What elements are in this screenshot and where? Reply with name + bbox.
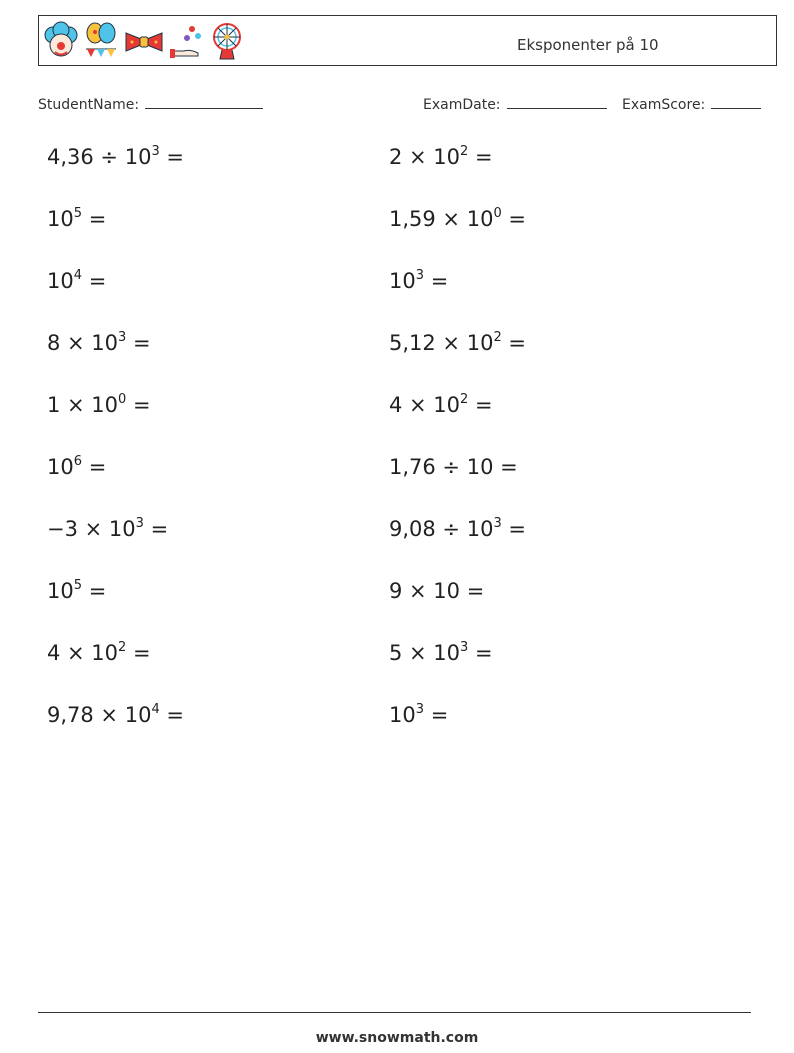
problem: $4,36 \div 10^3$ = [47,144,184,169]
problem: 1,76 ÷ 10 = [389,455,518,479]
header-icons [44,21,244,61]
problem: $10^3$ = [389,702,449,727]
exam-date-field [423,94,607,113]
balloon-bunting-icon [84,21,118,61]
exam-score-blank[interactable] [711,94,761,109]
problem: $10^6$ = [47,454,107,479]
worksheet-title: Eksponenter på 10 [517,36,659,54]
problem: $10^3$ = [389,268,449,293]
student-name-blank[interactable] [145,94,263,109]
student-name-field [38,94,263,113]
problem: $9,78 \times 10^4$ = [47,702,184,727]
problem: $5,12 \times 10^2$ = [389,330,526,355]
exam-score-field [622,94,761,113]
problem: $10^5$ = [47,578,107,603]
exam-date-label: ExamDate: [423,97,501,113]
problem: $5 \times 10^3$ = [389,640,493,665]
student-name-label: StudentName: [38,97,140,113]
header-box [38,15,777,66]
clown-face-icon [44,21,78,61]
footer-url: www.snowmath.com [315,1030,479,1046]
problem: $1,59 \times 10^0$ = [389,206,526,231]
problem: $10^5$ = [47,206,107,231]
problem: $4 \times 10^2$ = [389,392,493,417]
problem: $-3 \times 10^3$ = [47,516,169,541]
problem: $2 \times 10^2$ = [389,144,493,169]
exam-date-blank[interactable] [507,94,607,109]
footer-divider [38,1012,751,1013]
problem: $9,08 \div 10^3$ = [389,516,526,541]
problem: $8 \times 10^3$ = [47,330,151,355]
problem: $10^4$ = [47,268,107,293]
juggling-hand-icon [170,21,204,61]
bow-tie-icon [124,21,164,61]
problem: 9 × 10 = [389,579,485,603]
problem: $4 \times 10^2$ = [47,640,151,665]
ferris-wheel-icon [210,21,244,61]
exam-score-label: ExamScore: [622,97,706,113]
problem: $1 \times 10^0$ = [47,392,151,417]
